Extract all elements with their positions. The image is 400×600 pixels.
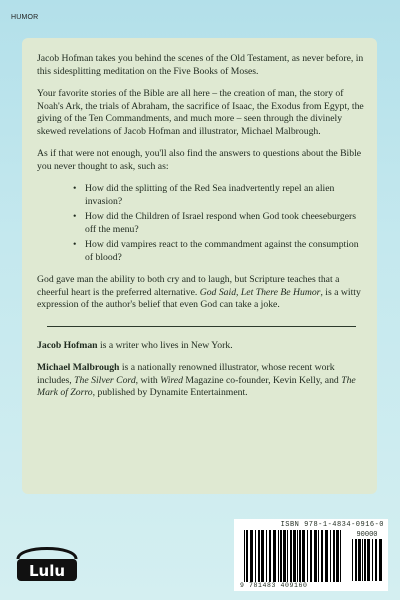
question-item: • How did vampires react to the commandment against the consumption of blood? bbox=[75, 239, 366, 264]
isbn-text: ISBN 978-1-4834-0916-0 bbox=[280, 521, 384, 529]
lulu-logo-icon bbox=[14, 537, 80, 583]
favorites-paragraph: Your favorite stories of the Bible are all here – the creation of man, the story of Noah's Ark, the trials of Abraham, the sacrifice of Isaac, the Exodus from Egypt, the giving of the Ten Commandments, and much more – seen through the divinely skewed revelations of Jacob Hofman and illustrator, Michael Malbrough. bbox=[37, 88, 364, 137]
illustrator-bio-text: , with bbox=[135, 374, 161, 386]
closing-text: God gave man the ability to both cry and to laugh, but Scripture teaches that a cheerful heart is the preferred alternative. bbox=[37, 274, 340, 298]
illustrator-bio-text: Magazine co-founder, Kevin Kelly, and bbox=[182, 374, 342, 386]
author-bio bbox=[37, 340, 366, 353]
closing-text-end: , is a witty expression of the author's belief that even God can take a joke. bbox=[37, 286, 361, 310]
barcode-bars bbox=[244, 530, 344, 582]
category-label: HUMOR bbox=[11, 14, 39, 21]
author-bio-text: is a writer who lives in New York. bbox=[97, 339, 233, 351]
intro-paragraph: Jacob Hofman takes you behind the scenes of the Old Testament, as never before, in this sidesplitting meditation on the Five Books of Moses. bbox=[37, 53, 364, 77]
book-title: God Said, Let There Be Humor bbox=[199, 286, 321, 298]
lulu-logo-text: Lulu bbox=[28, 562, 66, 580]
divider bbox=[47, 326, 356, 327]
author-name: Jacob Hofman bbox=[37, 339, 98, 351]
closing-paragraph bbox=[37, 274, 366, 312]
barcode-addon-bars bbox=[352, 539, 382, 581]
barcode bbox=[234, 519, 388, 591]
questions-intro-paragraph: As if that were not enough, you'll also find the answers to questions about the Bible you never thought to ask, such as: bbox=[37, 148, 362, 172]
price-code: 90000 bbox=[356, 531, 378, 539]
magazine-title: Wired bbox=[160, 374, 183, 386]
back-cover-panel bbox=[22, 38, 377, 494]
illustrator-bio bbox=[37, 362, 366, 400]
work-title: The Silver Cord bbox=[74, 374, 136, 386]
illustrator-bio-text: is a nationally renowned illustrator, whose recent work includes, bbox=[37, 362, 335, 386]
question-item: • How did the Children of Israel respond when God took cheeseburgers off the menu? bbox=[75, 211, 366, 236]
questions-list bbox=[37, 183, 366, 264]
illustrator-bio-text: , published by Dynamite Entertainment. bbox=[92, 387, 248, 398]
barcode-number: 9 781483 409160 bbox=[240, 582, 308, 589]
work-title: The Mark of Zorro bbox=[37, 374, 356, 398]
question-item: • How did the splitting of the Red Sea inadvertently repel an alien invasion? bbox=[75, 183, 366, 208]
lulu-logo bbox=[14, 537, 80, 583]
illustrator-name: Michael Malbrough bbox=[37, 362, 120, 373]
